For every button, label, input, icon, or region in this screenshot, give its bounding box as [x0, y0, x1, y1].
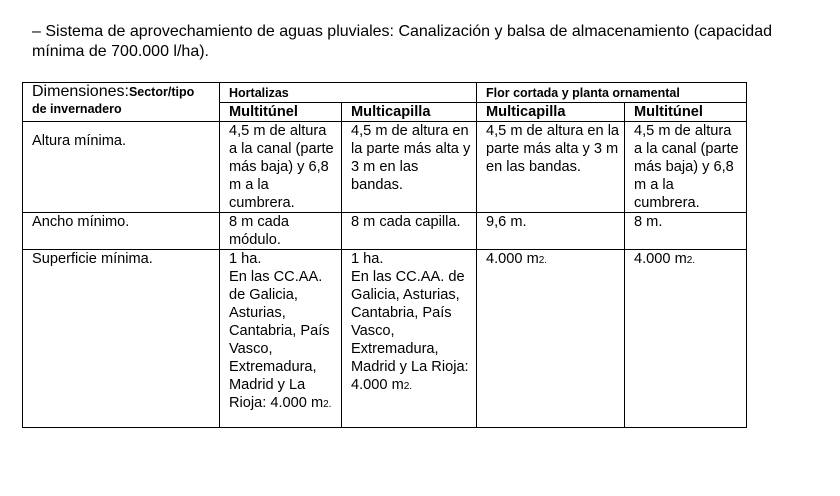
- subheader-cell: Multicapilla: [342, 103, 477, 122]
- unit-subscript: 2.: [323, 399, 332, 410]
- corner-header-type: de invernadero: [32, 102, 122, 116]
- group-header-hortalizas: Hortalizas: [220, 83, 477, 103]
- subheader-cell: Multicapilla: [477, 103, 625, 122]
- intro-paragraph: – Sistema de aprovechamiento de aguas pluviales: Canalización y balsa de almacenamiento (capacidad mínima de 700.000 l/ha).: [32, 23, 772, 60]
- table-row-altura: [23, 122, 747, 213]
- cell-detail: En las CC.AA. de Galicia, Asturias, Cantabria, País Vasco, Extremadura, Madrid y La Rioja: 4.000 m: [351, 269, 469, 393]
- cell-detail: En las CC.AA. de Galicia, Asturias, Cantabria, País Vasco, Extremadura, Madrid y La Rioja: 4.000 m: [229, 269, 330, 411]
- cell-main: 1 ha.: [351, 251, 384, 267]
- corner-header: [23, 83, 220, 122]
- unit-subscript: 2.: [538, 255, 548, 266]
- corner-header-main: Dimensiones:: [32, 83, 129, 100]
- table-cell: 9,6 m.: [477, 213, 625, 250]
- table-row-superficie: [23, 250, 747, 428]
- unit-subscript: 2.: [403, 381, 413, 392]
- table-cell: 8 m cada módulo.: [220, 213, 342, 250]
- group-header-flor: Flor cortada y planta ornamental: [477, 83, 747, 103]
- table-cell: [625, 250, 747, 428]
- corner-header-sector: Sector/tipo: [128, 85, 195, 99]
- cell-main: 1 ha.: [229, 251, 262, 267]
- row-label: [23, 122, 220, 213]
- table-cell: 4,5 m de altura en la parte más alta y 3 m en las bandas.: [342, 122, 477, 213]
- table-cell: 8 m.: [625, 213, 747, 250]
- table-cell: 8 m cada capilla.: [342, 213, 477, 250]
- row-label: Ancho mínimo.: [23, 213, 220, 250]
- greenhouse-dimensions-table: [22, 82, 747, 428]
- table-header-row: [23, 83, 747, 103]
- table-cell: 4,5 m de altura a la canal (parte más baja) y 6,8 m a la cumbrera.: [220, 122, 342, 213]
- subheader-cell: Multitúnel: [625, 103, 747, 122]
- subheader-cell: Multitúnel: [220, 103, 342, 122]
- row-label-text: Altura mínima.: [32, 133, 127, 149]
- table-cell: [220, 250, 342, 428]
- cell-main: 4.000 m: [634, 251, 687, 267]
- table-cell: 4,5 m de altura en la parte más alta y 3 m en las bandas.: [477, 122, 625, 213]
- cell-main: 4.000 m: [486, 251, 539, 267]
- table-cell: [477, 250, 625, 428]
- table-cell: [342, 250, 477, 428]
- unit-subscript: 2.: [686, 255, 696, 266]
- row-label: Superficie mínima.: [23, 250, 220, 428]
- table-row-ancho: [23, 213, 747, 250]
- table-cell: 4,5 m de altura a la canal (parte más baja) y 6,8 m a la cumbrera.: [625, 122, 747, 213]
